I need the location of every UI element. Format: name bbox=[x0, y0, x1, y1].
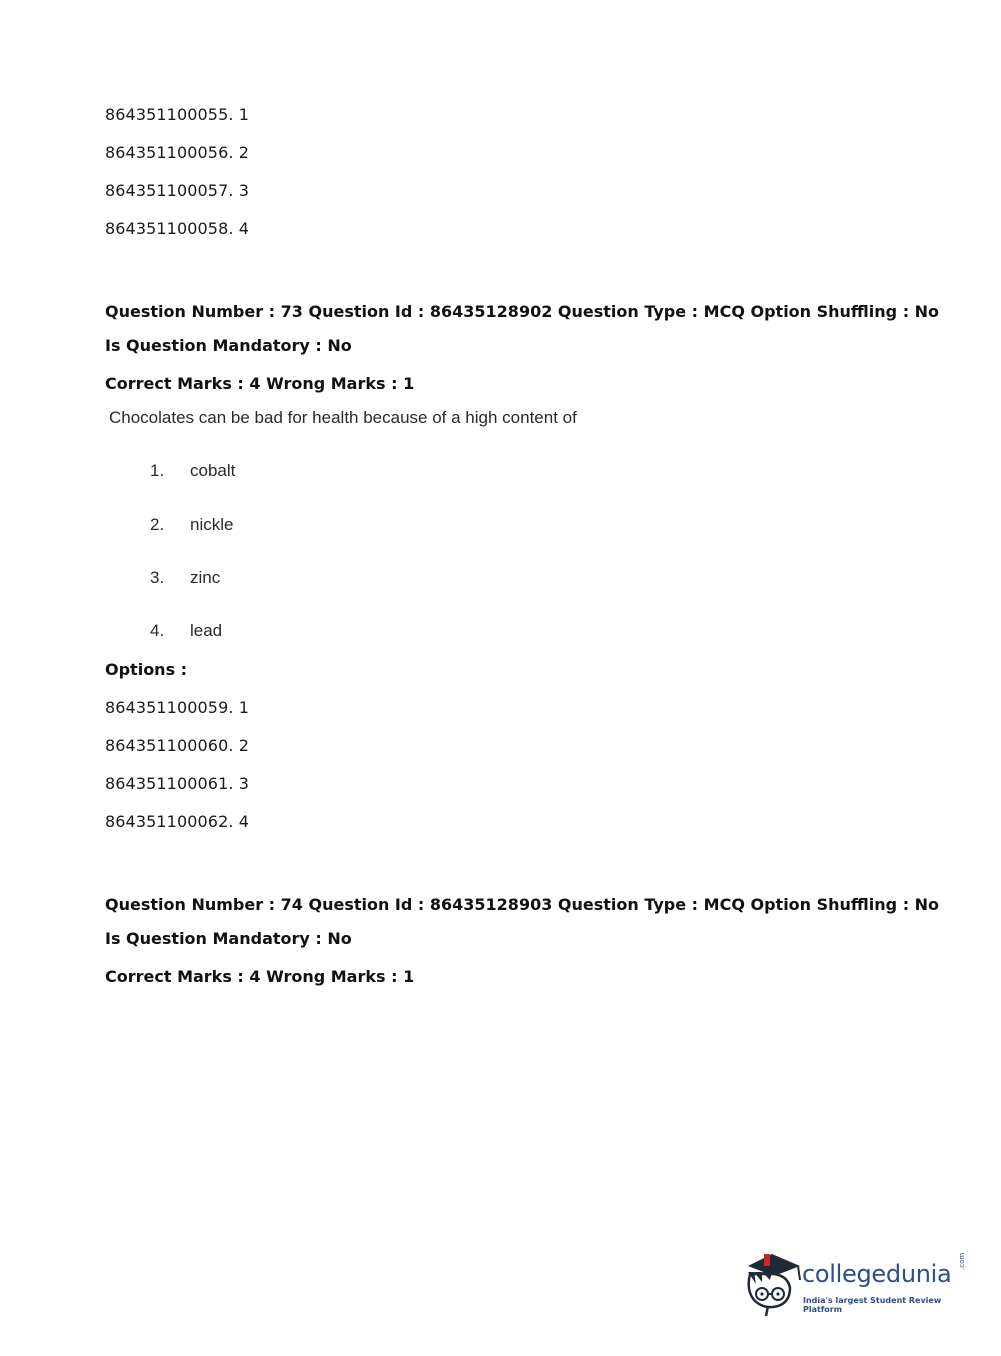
logo-wordmark: collegedunia bbox=[802, 1260, 952, 1288]
option-id-line: 864351100061. 3 bbox=[105, 774, 250, 793]
choice-text: cobalt bbox=[190, 461, 236, 480]
logo-com: .com bbox=[958, 1252, 966, 1270]
choice-number: 4. bbox=[150, 621, 165, 640]
question-73-mandatory: Is Question Mandatory : No bbox=[105, 336, 352, 355]
option-id-line: 864351100060. 2 bbox=[105, 736, 250, 755]
options-label: Options : bbox=[105, 660, 188, 679]
question-74-header: Question Number : 74 Question Id : 86435128903 Question Type : MCQ Option Shuffling : No bbox=[105, 895, 940, 914]
option-id-line: 864351100058. 4 bbox=[105, 219, 250, 238]
collegedunia-logo bbox=[742, 1250, 972, 1320]
option-id-line: 864351100059. 1 bbox=[105, 698, 250, 717]
question-74-marks: Correct Marks : 4 Wrong Marks : 1 bbox=[105, 967, 415, 986]
question-73-text: Chocolates can be bad for health because of a high content of bbox=[109, 408, 577, 427]
question-74-mandatory: Is Question Mandatory : No bbox=[105, 929, 352, 948]
mascot-icon bbox=[742, 1250, 804, 1316]
choice-number: 2. bbox=[150, 515, 165, 534]
option-id-line: 864351100062. 4 bbox=[105, 812, 250, 831]
choice-number: 1. bbox=[150, 461, 165, 480]
logo-tagline: India's largest Student Review Platform bbox=[803, 1296, 942, 1314]
choice-number: 3. bbox=[150, 568, 165, 587]
option-id-line: 864351100055. 1 bbox=[105, 105, 250, 124]
question-73-marks: Correct Marks : 4 Wrong Marks : 1 bbox=[105, 374, 415, 393]
question-73-header: Question Number : 73 Question Id : 86435128902 Question Type : MCQ Option Shuffling : No bbox=[105, 302, 940, 321]
choice-text: zinc bbox=[190, 568, 221, 587]
choice-text: lead bbox=[190, 621, 223, 640]
choice-text: nickle bbox=[190, 515, 234, 534]
option-id-line: 864351100056. 2 bbox=[105, 143, 250, 162]
option-id-line: 864351100057. 3 bbox=[105, 181, 250, 200]
